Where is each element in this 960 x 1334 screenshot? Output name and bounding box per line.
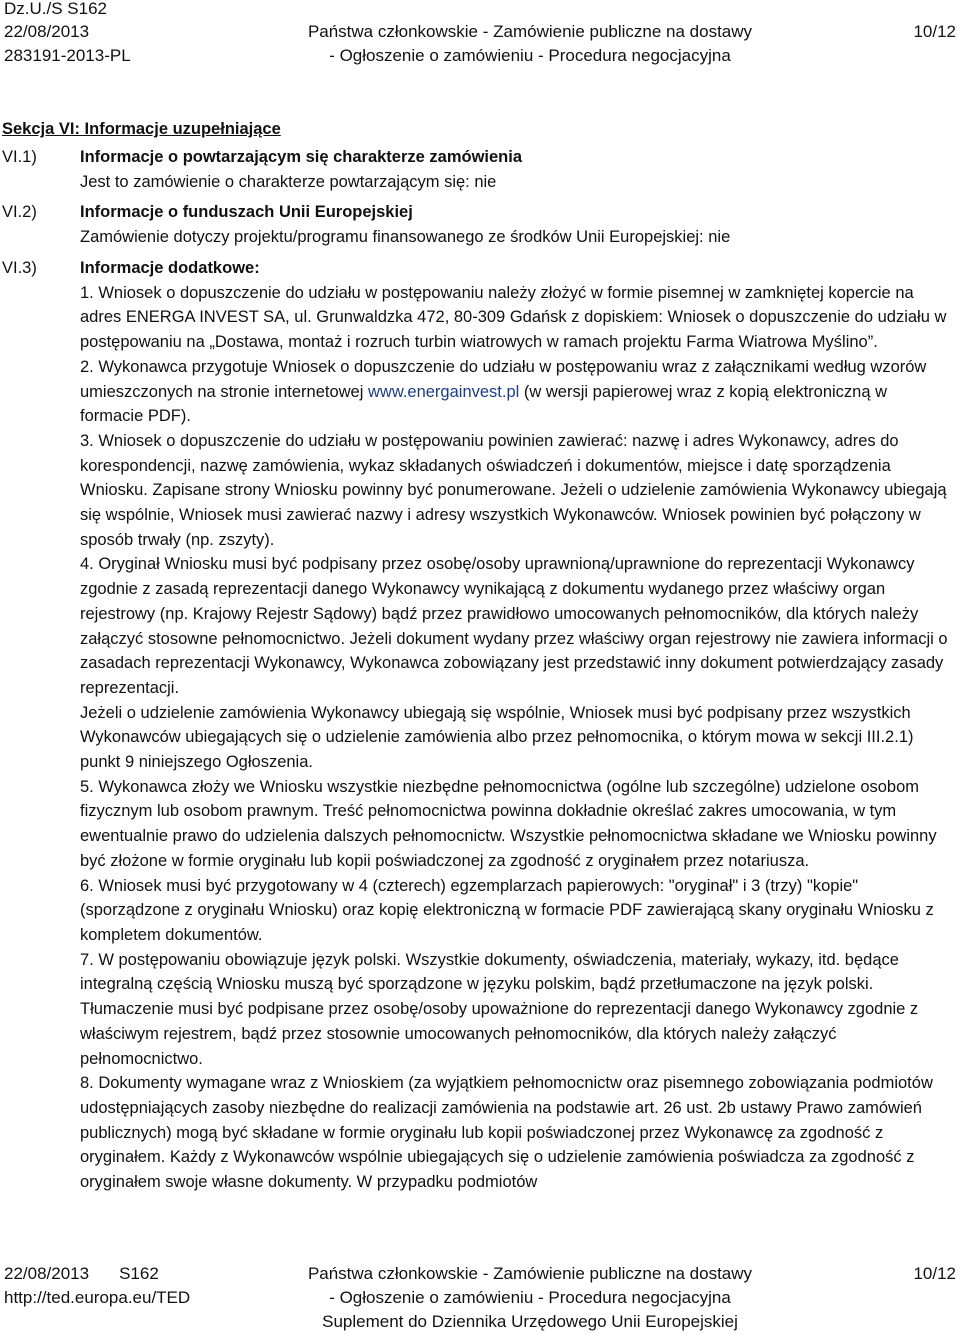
section-vi1 (2, 145, 952, 194)
header-doc-id: 283191-2013-PL (4, 46, 131, 65)
section-number: VI.2) (2, 203, 37, 221)
header-title-line1: Państwa członkowskie - Zamówienie publiczne na dostawy (307, 22, 753, 41)
footer-title-line2: - Ogłoszenie o zamówieniu - Procedura negocjacyjna (329, 1288, 731, 1307)
info-paragraph-8: 8. Dokumenty wymagane wraz z Wnioskiem (za wyjątkiem pełnomocnictw oraz pisemnego zobowiązania podmiotów udostępniających zasoby niezbędne do realizacji zamówienia na podstawie art. 26 ust. 2b ustawy Prawo zamówień publicznych) mogą być składane w formie oryginału lub kopii poświadczonej przez Wykonawcę za zgodność z oryginałem. Każdy z Wykonawców wspólnie ubiegających się o udzielenie zamówienia poświadcza za zgodność z oryginałem swoje własne dokumenty. W przypadku podmiotów (80, 1074, 933, 1192)
info-paragraph-4: 4. Oryginał Wniosku musi być podpisany przez osobę/osoby uprawnioną/uprawnione do reprezentacji Wykonawcy zgodnie z zasadą reprezentacji danego Wykonawcy wynikającą z dokumentu wydanego przez właściwy organ rejestrowy (np. Krajowy Rejestr Sądowy) bądź przez prawidłowo umocowanych pełnomocników, dla których należy załączyć stosowne pełnomocnictwo. Jeżeli dokument wydany przez właściwy organ rejestrowy nie zawiera informacji o zasadach reprezentacji Wykonawcy, Wykonawca zobowiązany jest przedstawić inny dokument potwierdzający zasady reprezentacji. (80, 555, 948, 697)
paragraph-2-text-end: (w wersji papierowej wraz z kopią elektroniczną w formacie PDF). (80, 382, 888, 426)
footer-issue: S162 (119, 1264, 159, 1283)
section-text: Jest to zamówienie o charakterze powtarzającym się: nie (80, 172, 497, 191)
section-heading: Informacje dodatkowe: (80, 259, 260, 277)
info-paragraph-1: 1. Wniosek o dopuszczenie do udziału w postępowaniu należy złożyć w formie pisemnej w zamkniętej kopercie na adres ENERGA INVEST SA, ul. Grunwaldzka 472, 80-309 Gdańsk z dopiskiem: Wniosek o dopuszczenie do udziału w postępowaniu na „Dostawa, montaż i rozruch turbin wiatrowych w ramach projektu Farma Wiatrowa Myślino”. (80, 283, 947, 352)
info-paragraph-6: 6. Wniosek musi być przygotowany w 4 (czterech) egzemplarzach papierowych: "oryginał" i 3 (trzy) "kopie" (sporządzone z oryginału Wniosku) oraz kopię elektroniczną w formacie PDF zawierającą skany oryginału Wniosku z kompletem dokumentów. (80, 876, 934, 944)
section-vi2 (2, 200, 952, 249)
footer-date: 22/08/2013 (4, 1264, 90, 1283)
footer-title-line1: Państwa członkowskie - Zamówienie publiczne na dostawy (307, 1264, 753, 1283)
info-paragraph-7: 7. W postępowaniu obowiązuje język polski. Wszystkie dokumenty, oświadczenia, materiały, wykazy, itd. będące integralną częścią Wniosku muszą być sporządzone w języku polskim, bądź przetłumaczone na język polski. Tłumaczenie musi być podpisane przez osobę/osoby upoważnione do reprezentacji danego Wykonawcy zgodnie z właściwym rejestrem, bądź przez stosownie umocowanych pełnomocników, dla których należy załączyć pełnomocnictwo. (80, 950, 919, 1068)
paragraph-2-text: 2. Wykonawca przygotuje Wniosek o dopuszczenie do udziału w postępowaniu wraz z załącznikami według wzorów umieszczonych na stronie internetowej (80, 357, 927, 401)
section-heading: Informacje o powtarzającym się charakterze zamówienia (80, 148, 523, 166)
section-text: Zamówienie dotyczy projektu/programu finansowanego ze środków Unii Europejskiej: nie (80, 227, 731, 246)
section-number: VI.3) (2, 259, 37, 277)
header-date: 22/08/2013 (4, 22, 90, 41)
section-number: VI.1) (2, 148, 37, 166)
section-heading: Informacje o funduszach Unii Europejskiej (80, 203, 413, 221)
page-footer (0, 1262, 960, 1334)
footer-title-line3: Suplement do Dziennika Urzędowego Unii Europejskiej (322, 1312, 738, 1331)
section-title: Sekcja VI: Informacje uzupełniające (2, 120, 281, 138)
journal-ref: Dz.U./S S162 (4, 0, 107, 18)
info-paragraph-3: 3. Wniosek o dopuszczenie do udziału w postępowaniu powinien zawierać: nazwę i adres Wykonawcy, adres do korespondencji, nazwę zamówienia, wykaz składanych oświadczeń i dokumentów, miejsce i datę sporządzenia Wniosku. Zapisane strony Wniosku powinny być ponumerowane. Jeżeli o udzielenie zamówienia Wykonawcy ubiegają się wspólnie, Wniosek musi zawierać nazwy i adresy wszystkich Wykonawców. Wniosek powinien być połączony w sposób trwały (np. zszyty). (80, 431, 947, 549)
section-vi3 (2, 256, 952, 1195)
header-page-number: 10/12 (913, 22, 956, 41)
website-link[interactable]: www.energainvest.pl (367, 382, 520, 401)
info-paragraph-2 (80, 355, 952, 429)
info-paragraph-5: 5. Wykonawca złoży we Wniosku wszystkie niezbędne pełnomocnictwa (ogólne lub szczególne) udzielone osobom fizycznym lub osobom prawnym. Treść pełnomocnictwa powinna dokładnie określać zakres umocowania, w tym ewentualnie prawo do udzielenia dalszych pełnomocnictw. Wszystkie pełnomocnictwa składane we Wniosku powinny być złożone w formie oryginału lub kopii poświadczonej za zgodność z oryginałem przez notariusza. (80, 777, 937, 870)
info-paragraph-4b: Jeżeli o udzielenie zamówienia Wykonawcy ubiegają się wspólnie, Wniosek musi być podpisany przez wszystkich Wykonawców ubiegających się o udzielenie zamówienia albo przez pełnomocnika, o którym mowa w sekcji III.2.1) punkt 9 niniejszego Ogłoszenia. (80, 703, 914, 772)
footer-url: http://ted.europa.eu/TED (4, 1288, 191, 1307)
page-header (0, 0, 960, 70)
footer-page-number: 10/12 (913, 1264, 956, 1283)
footer-date-issue (4, 1262, 159, 1286)
header-title-line2: - Ogłoszenie o zamówieniu - Procedura negocjacyjna (329, 46, 731, 65)
